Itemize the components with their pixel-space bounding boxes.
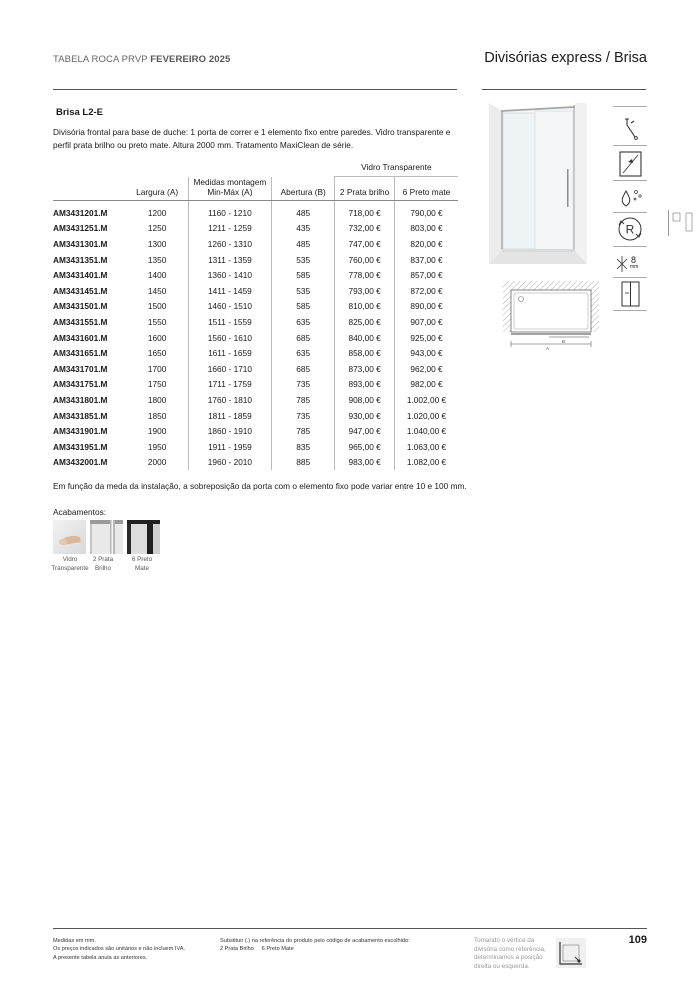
table-row	[53, 392, 458, 408]
table-row	[53, 252, 458, 268]
cell-price-prata: 983,00 €	[335, 455, 395, 471]
cell-price-prata: 908,00 €	[335, 392, 395, 408]
cell-price-prata: 718,00 €	[335, 201, 395, 221]
cell-price-prata: 840,00 €	[335, 330, 395, 346]
cell-largura: 1200	[147, 207, 167, 218]
cell-price-preto: 943,00 €	[395, 345, 459, 361]
product-image	[483, 99, 603, 274]
cell-abertura: 685	[272, 361, 335, 377]
cell-abertura: 785	[272, 392, 335, 408]
product-title: Brisa L2-E	[56, 107, 103, 118]
group-header: Vidro Transparente	[335, 157, 458, 177]
cell-medidas: 1360 - 1410	[188, 267, 272, 283]
cell-reference: AM3431501.M	[53, 301, 108, 312]
price-table	[53, 157, 458, 470]
cell-reference: AM3431401.M	[53, 270, 108, 281]
icon-divider	[613, 106, 647, 107]
cell-largura: 1800	[147, 394, 167, 405]
icon-divider	[613, 310, 647, 311]
col-header-prata: 2 Prata brilho	[335, 177, 395, 201]
finishes-label: Acabamentos:	[53, 507, 107, 517]
cell-price-preto: 1.063,00 €	[395, 439, 459, 455]
cell-price-prata: 965,00 €	[335, 439, 395, 455]
col-header-preto: 6 Preto mate	[395, 177, 459, 201]
cell-medidas: 1411 - 1459	[188, 283, 272, 299]
plan-label-a: A	[546, 346, 550, 351]
table-row	[53, 236, 458, 252]
cell-price-preto: 962,00 €	[395, 361, 459, 377]
cell-medidas: 1711 - 1759	[188, 377, 272, 393]
cell-abertura: 585	[272, 267, 335, 283]
cell-largura: 1300	[147, 238, 167, 249]
col-header-largura: Largura (A)	[127, 177, 188, 201]
cell-largura: 1900	[147, 426, 167, 437]
cell-reference: AM3431701.M	[53, 363, 108, 374]
cell-price-prata: 810,00 €	[335, 299, 395, 315]
cell-reference: AM3431201.M	[53, 207, 108, 218]
cell-largura: 1350	[147, 254, 167, 265]
cell-medidas: 1660 - 1710	[188, 361, 272, 377]
finish-label-preto: 6 Preto Mate	[131, 556, 153, 572]
cell-medidas: 1511 - 1559	[188, 314, 272, 330]
sliding-door-icon	[613, 278, 647, 312]
table-row	[53, 377, 458, 393]
shower-handle-icon	[613, 111, 647, 145]
cell-largura: 1850	[147, 410, 167, 421]
cell-abertura: 835	[272, 439, 335, 455]
cell-medidas: 1811 - 1859	[188, 408, 272, 424]
cell-price-preto: 872,00 €	[395, 283, 459, 299]
table-row	[53, 201, 458, 221]
table-row	[53, 267, 458, 283]
table-row	[53, 221, 458, 237]
cell-price-preto: 1.002,00 €	[395, 392, 459, 408]
section-title: Divisórias express / Brisa	[484, 50, 647, 66]
header-prefix: TABELA ROCA PRVP	[53, 54, 148, 65]
plan-label-b: B	[562, 339, 566, 344]
cell-price-prata: 747,00 €	[335, 236, 395, 252]
side-section-tab	[668, 210, 695, 236]
cell-reference: AM3431551.M	[53, 316, 108, 327]
cell-abertura: 785	[272, 423, 335, 439]
footer-orientation-note: Tomando o vértice da divisória como referência, determinamos a posição direita ou esquerda.	[474, 937, 546, 970]
cell-abertura: 485	[272, 201, 335, 221]
plan-diagram	[503, 281, 599, 362]
table-row	[53, 408, 458, 424]
cell-price-preto: 1.020,00 €	[395, 408, 459, 424]
cell-abertura: 635	[272, 314, 335, 330]
side-tab-icon	[669, 210, 695, 236]
table-row	[53, 345, 458, 361]
header-rule-right	[482, 89, 646, 90]
price-table-body	[53, 201, 458, 471]
cell-abertura: 685	[272, 330, 335, 346]
cell-largura: 1550	[147, 316, 167, 327]
cell-price-prata: 760,00 €	[335, 252, 395, 268]
cell-price-prata: 947,00 €	[335, 423, 395, 439]
footer-notes-left: Medidas em mm. Os preços indicados são unitários e não incluem IVA. A presente tabela anula as anteriores.	[53, 938, 186, 961]
cell-price-preto: 907,00 €	[395, 314, 459, 330]
cell-largura: 2000	[147, 457, 167, 468]
header-left	[53, 54, 230, 65]
reversible-icon	[613, 212, 647, 246]
cell-price-preto: 925,00 €	[395, 330, 459, 346]
header-rule-left	[53, 89, 457, 90]
cell-medidas: 1911 - 1959	[188, 439, 272, 455]
cell-price-preto: 890,00 €	[395, 299, 459, 315]
table-row	[53, 455, 458, 471]
finish-swatch-preto-mate	[127, 520, 160, 554]
cell-reference: AM3431801.M	[53, 394, 108, 405]
icon-divider	[613, 180, 647, 181]
cell-reference: AM3431951.M	[53, 441, 108, 452]
orientation-icon	[556, 938, 586, 968]
cell-medidas: 1211 - 1259	[188, 221, 272, 237]
col-header-medidas: Medidas montagem Min-Máx (A)	[188, 177, 272, 201]
icon-divider	[613, 145, 647, 146]
table-row	[53, 361, 458, 377]
cell-price-preto: 803,00 €	[395, 221, 459, 237]
finish-label-transparent: Vidro Transparente	[51, 556, 89, 572]
cell-price-prata: 858,00 €	[335, 345, 395, 361]
water-drops-icon	[613, 182, 647, 216]
cell-price-prata: 732,00 €	[335, 221, 395, 237]
cell-price-preto: 1.040,00 €	[395, 423, 459, 439]
cell-largura: 1600	[147, 332, 167, 343]
table-row	[53, 314, 458, 330]
cell-medidas: 1311 - 1359	[188, 252, 272, 268]
table-row	[53, 330, 458, 346]
installation-note: Em função da meda da instalação, a sobreposição da porta com o elemento fixo pode variar entre 10 e 100 mm.	[53, 481, 467, 491]
cell-price-prata: 873,00 €	[335, 361, 395, 377]
cell-reference: AM3432001.M	[53, 457, 108, 468]
cell-largura: 1500	[147, 301, 167, 312]
thickness-unit: mm	[630, 264, 639, 270]
svg-text:R: R	[625, 222, 635, 237]
cell-largura: 1250	[147, 223, 167, 234]
finish-swatch-transparent	[53, 520, 86, 554]
cell-largura: 1750	[147, 379, 167, 390]
footer-notes-middle: Substituir (.) na referência do produto pelo código de acabamento escolhido: 2 Prata Brilho 6 Preto Mate	[220, 938, 410, 953]
page-number: 109	[628, 934, 647, 946]
thickness-value: 8	[631, 255, 637, 265]
finish-swatch-prata-brilho	[90, 520, 123, 554]
cell-reference: AM3431301.M	[53, 238, 108, 249]
table-row	[53, 299, 458, 315]
cell-largura: 1700	[147, 363, 167, 374]
cell-abertura: 585	[272, 299, 335, 315]
cell-reference: AM3431751.M	[53, 379, 108, 390]
cell-medidas: 1560 - 1610	[188, 330, 272, 346]
cell-medidas: 1960 - 2010	[188, 455, 272, 471]
cell-largura: 1950	[147, 441, 167, 452]
cell-largura: 1450	[147, 285, 167, 296]
cell-largura: 1400	[147, 270, 167, 281]
cell-price-preto: 820,00 €	[395, 236, 459, 252]
cell-abertura: 485	[272, 236, 335, 252]
cell-price-prata: 825,00 €	[335, 314, 395, 330]
cell-reference: AM3431251.M	[53, 223, 108, 234]
cell-abertura: 535	[272, 283, 335, 299]
cell-abertura: 735	[272, 377, 335, 393]
col-header-abertura: Abertura (B)	[272, 177, 335, 201]
cell-price-preto: 837,00 €	[395, 252, 459, 268]
cell-price-prata: 778,00 €	[335, 267, 395, 283]
cell-medidas: 1860 - 1910	[188, 423, 272, 439]
cell-price-preto: 790,00 €	[395, 201, 459, 221]
header-date: FEVEREIRO 2025	[150, 54, 231, 65]
cell-reference: AM3431651.M	[53, 348, 108, 359]
cell-price-prata: 893,00 €	[335, 377, 395, 393]
cell-reference: AM3431851.M	[53, 410, 108, 421]
cell-price-preto: 1.082,00 €	[395, 455, 459, 471]
table-row	[53, 283, 458, 299]
cell-medidas: 1160 - 1210	[188, 201, 272, 221]
table-row	[53, 423, 458, 439]
footer-rule	[53, 928, 647, 929]
finish-label-prata: 2 Prata Brilho	[92, 556, 114, 572]
product-description: Divisória frontal para base de duche: 1 porta de correr e 1 elemento fixo entre paredes. Vidro transparente e perfil prata brilho ou preto mate. Altura 2000 mm. Tratamento MaxiClean de série.	[53, 127, 451, 150]
cell-abertura: 885	[272, 455, 335, 471]
cell-largura: 1650	[147, 348, 167, 359]
cell-reference: AM3431901.M	[53, 426, 108, 437]
cell-price-prata: 793,00 €	[335, 283, 395, 299]
cell-abertura: 735	[272, 408, 335, 424]
cell-reference: AM3431601.M	[53, 332, 108, 343]
cell-reference: AM3431451.M	[53, 285, 108, 296]
cell-price-preto: 857,00 €	[395, 267, 459, 283]
cell-price-prata: 930,00 €	[335, 408, 395, 424]
cell-medidas: 1260 - 1310	[188, 236, 272, 252]
cell-abertura: 435	[272, 221, 335, 237]
cell-medidas: 1760 - 1810	[188, 392, 272, 408]
cell-reference: AM3431351.M	[53, 254, 108, 265]
glass-panel-icon	[613, 147, 647, 181]
cell-abertura: 635	[272, 345, 335, 361]
cell-abertura: 535	[272, 252, 335, 268]
cell-price-preto: 982,00 €	[395, 377, 459, 393]
cell-medidas: 1611 - 1659	[188, 345, 272, 361]
table-row	[53, 439, 458, 455]
cell-medidas: 1460 - 1510	[188, 299, 272, 315]
